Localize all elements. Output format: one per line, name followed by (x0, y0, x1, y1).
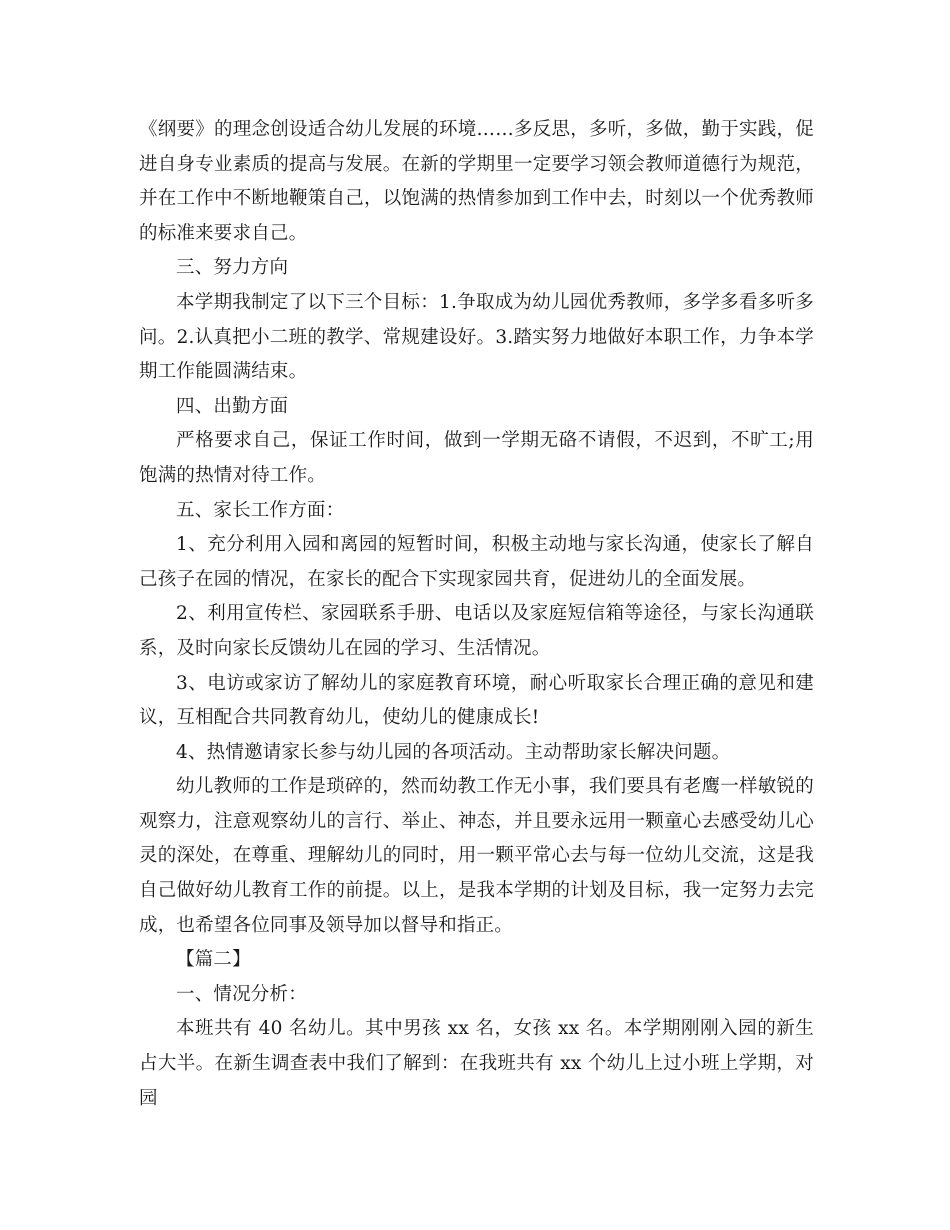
list-item-parents-3: 3、电访或家访了解幼儿的家庭教育环境，耐心听取家长合理正确的意见和建议，互相配合共同教育幼儿，使幼儿的健康成长! (139, 672, 814, 729)
part-heading: 【篇二】 (176, 949, 251, 971)
list-item-parents-4: 4、热情邀请家长参与幼儿园的各项活动。主动帮助家长解决问题。 (176, 741, 731, 763)
document-body (139, 113, 814, 1116)
section-heading-analysis: 一、情况分析： (176, 983, 307, 1005)
section-heading-parents: 五、家长工作方面： (176, 499, 345, 521)
section-heading-attendance: 四、出勤方面 (176, 395, 289, 417)
paragraph-analysis: 本班共有 40 名幼儿。其中男孩 xx 名，女孩 xx 名。本学期刚刚入园的新生占大半。在新生调查表中我们了解到：在我班共有 xx 个幼儿上过小班上学期，对园 (139, 1018, 814, 1109)
section-heading-direction: 三、努力方向 (176, 257, 289, 279)
list-item-parents-1: 1、充分利用入园和离园的短暂时间，积极主动地与家长沟通，使家长了解自己孩子在园的情况，在家长的配合下实现家园共育，促进幼儿的全面发展。 (139, 534, 814, 590)
list-item-parents-2: 2、利用宣传栏、家园联系手册、电话以及家庭短信箱等途径，与家长沟通联系，及时向家长反馈幼儿在园的学习、生活情况。 (139, 603, 814, 659)
paragraph-continuation: 《纲要》的理念创设适合幼儿发展的环境……多反思，多听，多做，勤于实践，促进自身专业素质的提高与发展。在新的学期里一定要学习领会教师道德行为规范，并在工作中不断地鞭策自己，以饱满的热情参加到工作中去，时刻以一个优秀教师的标准来要求自己。 (139, 119, 814, 244)
paragraph-attendance: 严格要求自己，保证工作时间，做到一学期无硌不请假，不迟到，不旷工;用饱满的热情对待工作。 (139, 430, 814, 486)
paragraph-goals: 本学期我制定了以下三个目标：1.争取成为幼儿园优秀教师，多学多看多听多问。2.认真把小二班的教学、常规建设好。3.踏实努力地做好本职工作，力争本学期工作能圆满结束。 (139, 291, 814, 383)
paragraph-conclusion: 幼儿教师的工作是琐碎的，然而幼教工作无小事，我们要具有老鹰一样敏锐的观察力，注意观察幼儿的言行、举止、神态，并且要永远用一颗童心去感受幼儿心灵的深处，在尊重、理解幼儿的同时，用一颗平常心去与每一位幼儿交流，这是我自己做好幼儿教育工作的前提。以上，是我本学期的计划及目标，我一定努力去完成，也希望各位同事及领导加以督导和指正。 (139, 776, 814, 936)
